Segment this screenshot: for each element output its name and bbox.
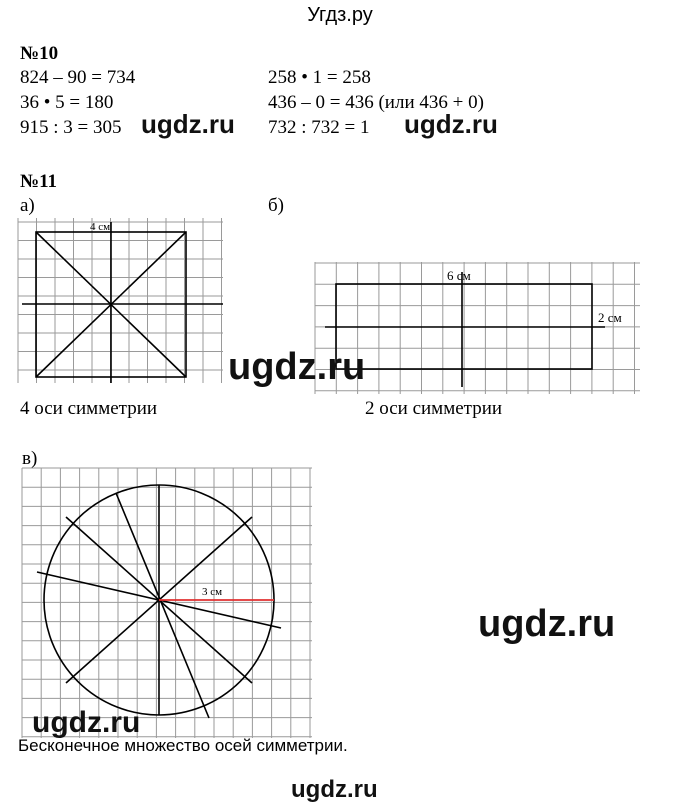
figure-a-dimension-label: 4 см <box>90 221 111 233</box>
figure-a-label: а) <box>20 195 35 216</box>
task-10-heading: №10 <box>20 43 59 64</box>
figure-c-label: в) <box>22 448 38 469</box>
figure-b-width-label: 6 см <box>447 268 471 283</box>
figure-c-radius-label: 3 см <box>202 586 223 598</box>
site-title: Угдз.ру <box>307 4 373 26</box>
equation-right-2: 436 – 0 = 436 (или 436 + 0) <box>268 92 484 113</box>
figure-b-height-label: 2 см <box>598 310 622 325</box>
figure-b-label: б) <box>268 195 284 216</box>
figure-a-square <box>18 218 223 383</box>
equation-left-1: 824 – 90 = 734 <box>20 67 136 88</box>
watermark-4: ugdz.ru <box>478 603 616 645</box>
figure-c-circle <box>22 468 312 738</box>
watermark-1: ugdz.ru <box>141 109 235 139</box>
figure-c-caption: Бесконечное множество осей симметрии. <box>18 736 348 755</box>
figure-a-caption: 4 оси симметрии <box>20 398 158 419</box>
watermark-2: ugdz.ru <box>404 109 498 139</box>
task-11-heading: №11 <box>20 171 58 192</box>
watermark-6: ugdz.ru <box>291 776 378 803</box>
equation-right-1: 258 • 1 = 258 <box>268 67 371 88</box>
equation-right-3: 732 : 732 = 1 <box>268 117 370 138</box>
equation-left-2: 36 • 5 = 180 <box>20 92 114 113</box>
watermark-5: ugdz.ru <box>32 706 141 739</box>
equation-left-3: 915 : 3 = 305 <box>20 117 122 138</box>
figure-b-caption: 2 оси симметрии <box>365 398 503 419</box>
watermark-3: ugdz.ru <box>228 346 366 388</box>
